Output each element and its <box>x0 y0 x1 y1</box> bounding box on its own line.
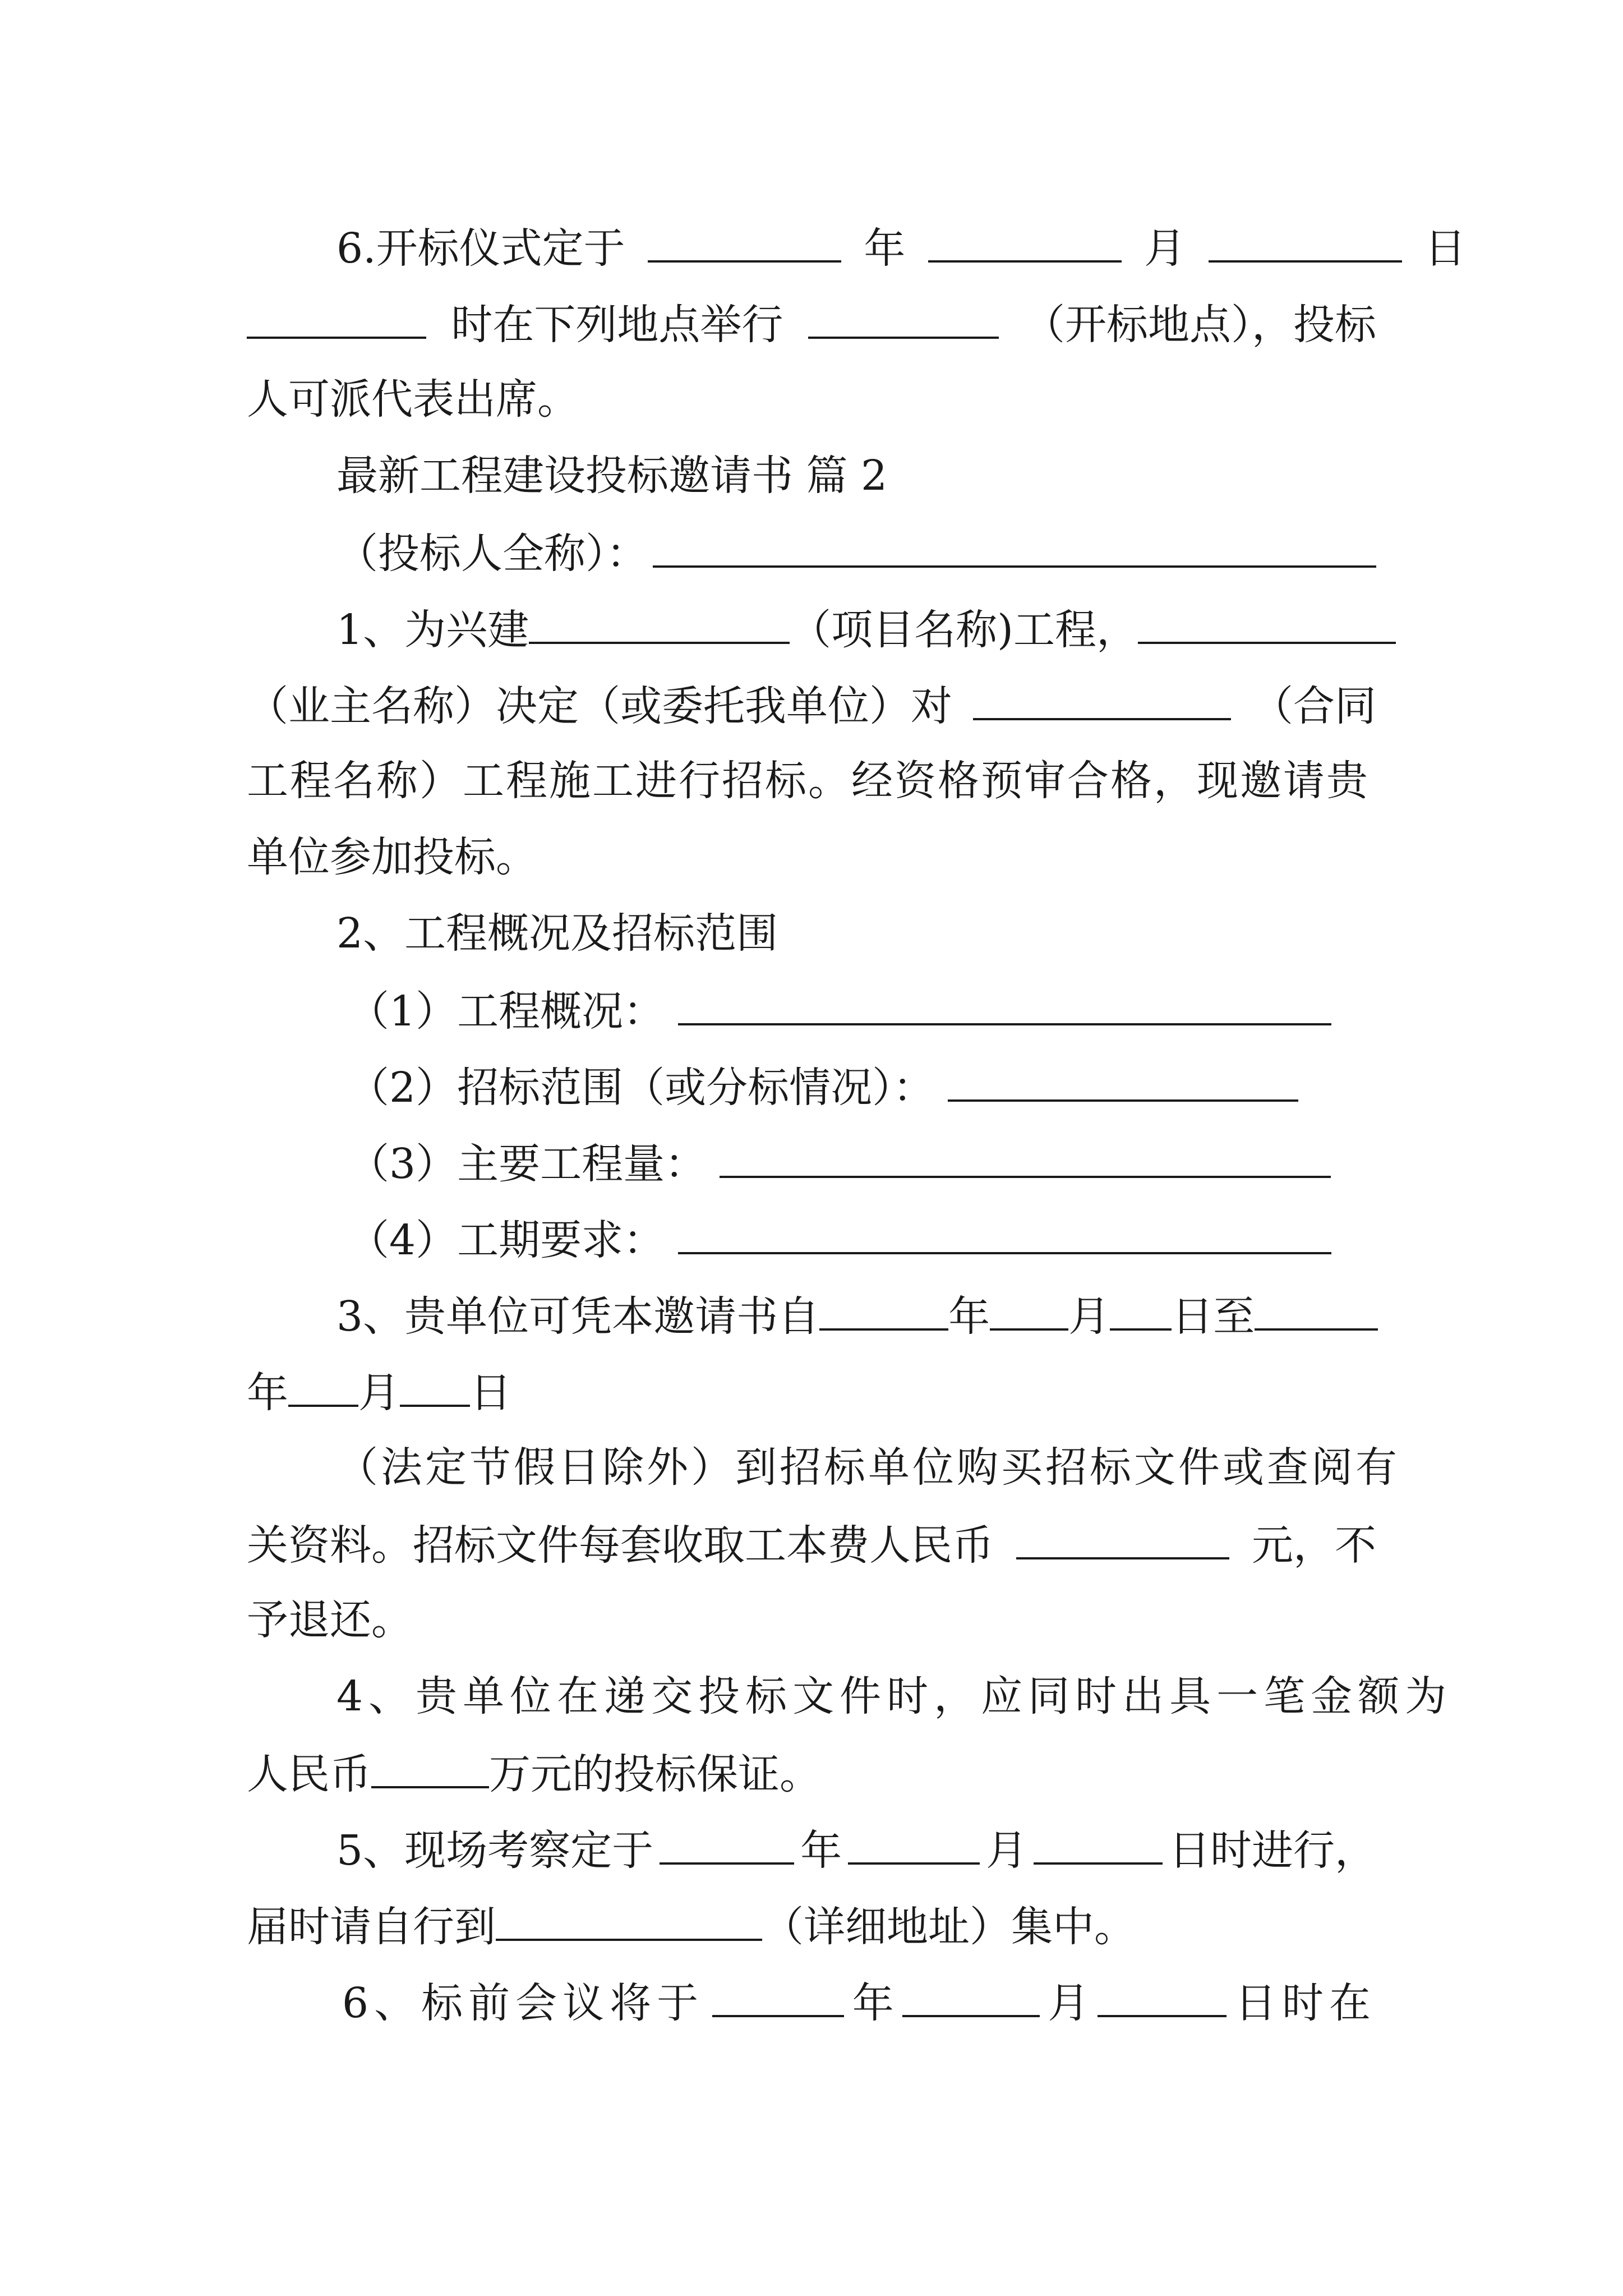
heading-project-overview: 2、工程概况及招标范围 <box>336 909 778 958</box>
blank-meeting-day <box>1098 1973 1227 2017</box>
line-invitation: 工程名称）工程施工进行招标。经资格预审合格，现邀请贵 <box>247 757 1370 805</box>
line-purchase-documents: （法定节假日除外）到招标单位购买招标文件或查阅有 <box>336 1443 1400 1492</box>
blank-day <box>1209 219 1402 263</box>
line-pre-bid-meeting: 6、标前会议将于 年 月 日时在 <box>342 1973 1376 2030</box>
line-bidder-name: （投标人全称）： <box>336 524 1376 580</box>
blank-end-day <box>400 1363 470 1407</box>
blank-visit-day <box>1034 1821 1163 1865</box>
line-opening-ceremony-date: 6.开标仪式定于 年 月 日 <box>336 219 1466 275</box>
blank-meeting-month <box>902 1973 1040 2017</box>
blank-project-overview <box>678 982 1331 1025</box>
blank-start-year <box>819 1287 948 1331</box>
line-project-overview: （1）工程概况： <box>348 982 1331 1038</box>
blank-meeting-year <box>712 1973 844 2017</box>
blank-contract-name <box>973 677 1231 720</box>
line-owner-decision: （业主名称）决定（或委托我单位）对 （合同 <box>247 677 1376 733</box>
line-bid-security: 4、贵单位在递交投标文件时，应同时出具一笔金额为 <box>336 1672 1453 1720</box>
blank-project-name <box>529 600 790 644</box>
blank-end-year <box>1255 1287 1378 1331</box>
line-document-fee: 关资料。招标文件每套收取工本费人民币 元，不 <box>247 1516 1376 1572</box>
line-participate: 单位参加投标。 <box>247 833 537 881</box>
blank-hour <box>247 295 426 339</box>
line-purchase-period-end: 年 月 日 <box>247 1363 511 1419</box>
blank-visit-month <box>848 1821 980 1865</box>
blank-document-fee <box>1016 1516 1229 1559</box>
line-bid-security-amount: 人民币 万元的投标保证。 <box>247 1745 821 1801</box>
blank-bid-scope <box>948 1058 1298 1102</box>
blank-start-day <box>1110 1287 1172 1331</box>
line-opening-location: 时在下列地点举行 （开标地点），投标 <box>247 295 1376 351</box>
line-representative: 人可派代表出席。 <box>247 375 579 424</box>
line-site-visit: 5、现场考察定于 年 月 日时进行， <box>336 1821 1376 1877</box>
line-non-refundable: 予退还。 <box>247 1596 413 1644</box>
blank-detailed-address <box>496 1897 762 1941</box>
line-bid-scope: （2）招标范围（或分标情况）： <box>348 1058 1298 1114</box>
blank-security-amount <box>371 1745 489 1788</box>
line-purchase-period-start: 3、贵单位可凭本邀请书自 年 月 日至 <box>336 1287 1376 1343</box>
line-schedule: （4）工期要求： <box>348 1211 1331 1267</box>
section-title: 最新工程建设投标邀请书 篇 2 <box>336 452 888 500</box>
blank-end-month <box>288 1363 358 1407</box>
line-assembly-place: 届时请自行到 （详细地址）集中。 <box>247 1897 1136 1953</box>
blank-main-quantities <box>720 1134 1331 1178</box>
blank-year <box>648 219 841 263</box>
blank-location <box>808 295 999 339</box>
blank-schedule <box>678 1211 1331 1254</box>
blank-month <box>928 219 1122 263</box>
line-main-quantities: （3）主要工程量： <box>348 1134 1331 1190</box>
blank-bidder-name <box>653 524 1376 568</box>
blank-start-month <box>990 1287 1068 1331</box>
blank-visit-year <box>660 1821 794 1865</box>
blank-owner-name <box>1138 600 1396 644</box>
line-project-name: 1、为兴建 （项目名称)工程， <box>336 600 1376 656</box>
